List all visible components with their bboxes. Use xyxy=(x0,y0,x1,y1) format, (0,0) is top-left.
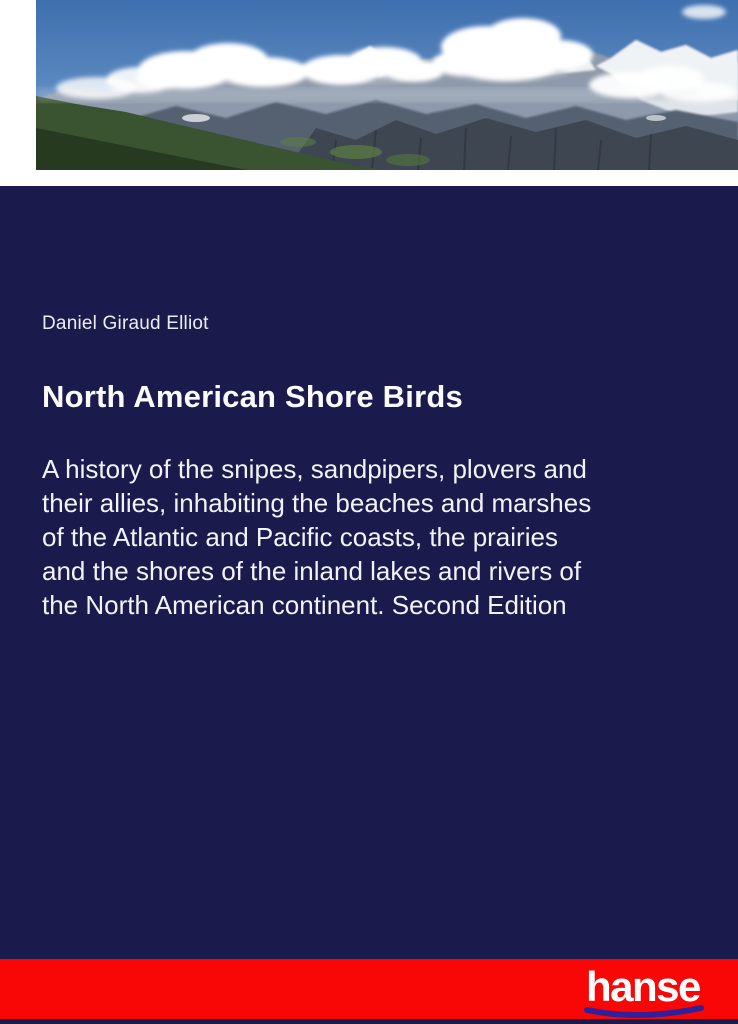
subtitle-line: their allies, inhabiting the beaches and marshes xyxy=(42,488,592,518)
book-subtitle xyxy=(42,452,702,622)
cover-background xyxy=(0,186,738,959)
subtitle-line: of the Atlantic and Pacific coasts, the prairies xyxy=(42,522,558,552)
book-title: North American Shore Birds xyxy=(42,379,463,414)
subtitle-line: the North American continent. Second Edition xyxy=(42,590,567,620)
logo-swoosh-icon xyxy=(584,1005,706,1021)
author-name: Daniel Giraud Elliot xyxy=(42,313,209,334)
subtitle-line: and the shores of the inland lakes and rivers of xyxy=(42,556,582,586)
publisher-logo xyxy=(586,963,706,1019)
subtitle-line: A history of the snipes, sandpipers, plovers and xyxy=(42,454,587,484)
mountain-panorama-image xyxy=(36,0,738,170)
publisher-logo-text: hanse xyxy=(586,963,700,1010)
